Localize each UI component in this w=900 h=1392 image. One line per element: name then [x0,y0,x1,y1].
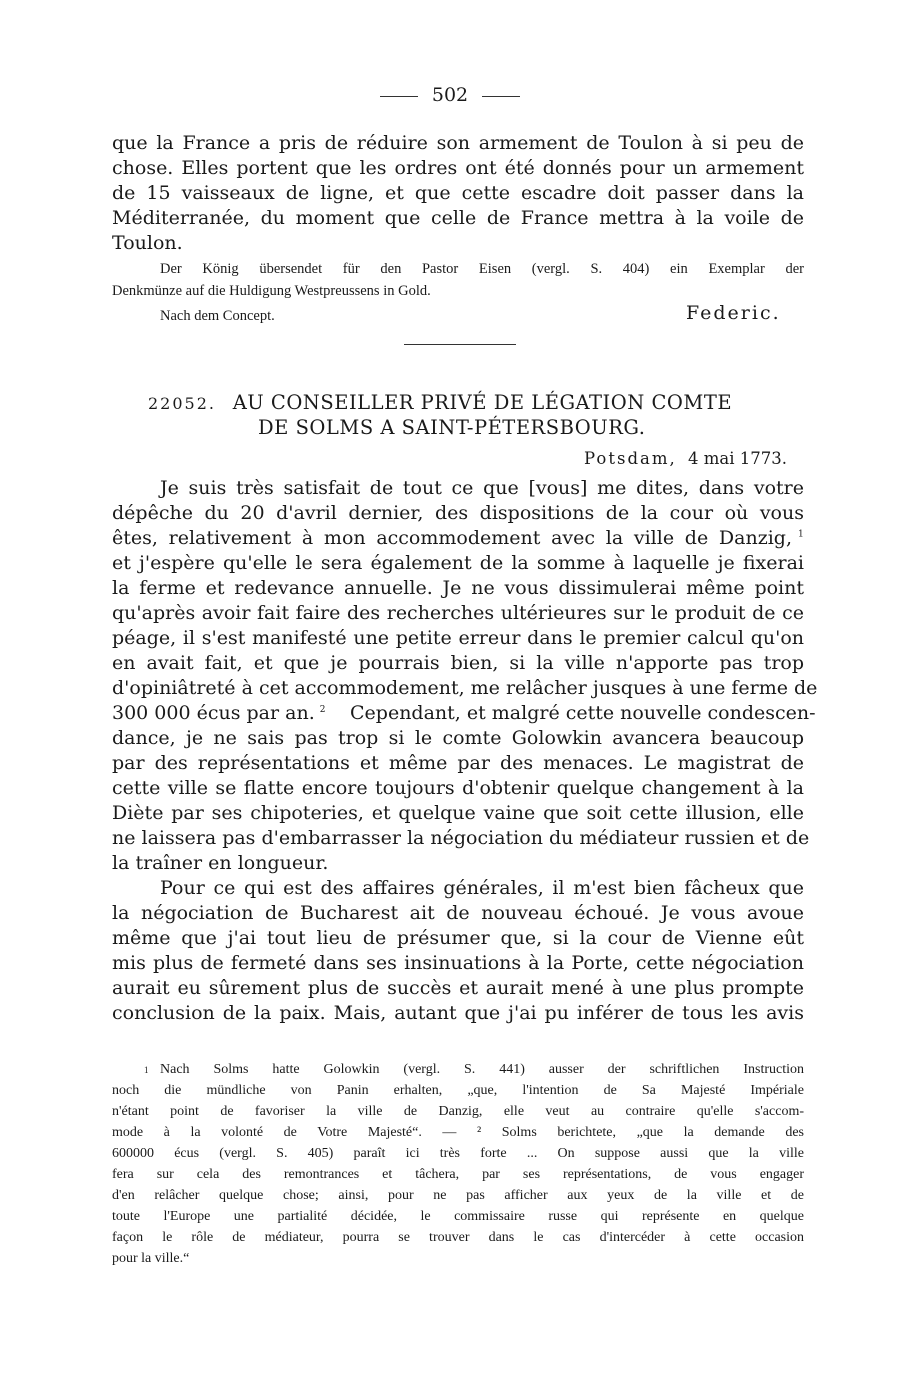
body-line: d'opiniâtreté à cet accommodement, me relâcher jusques à une ferme de [112,677,818,699]
body-line-continuation: Cependant, et malgré cette nouvelle condescen- [350,702,816,724]
dateline-place: Potsdam, [584,449,677,468]
body-line: Je suis très satisfait de tout ce que [vous] me dites, dans votre [160,477,804,499]
footnote-mark: 1 [798,529,804,540]
footnote-line: fera sur cela des remontrances et tâchera, par ses représentations, de vous engager [112,1167,804,1182]
text-line: que la France a pris de réduire son armement de Toulon à si peu de [112,132,804,154]
body-line: péage, il s'est manifesté une petite erreur dans le premier calcul qu'on [112,627,804,649]
letter-heading-line1 [148,391,808,414]
dateline [584,449,787,468]
body-line: Diète par ses chipoteries, et quelque vaine que soit cette illusion, elle [112,802,804,824]
letter-heading-line2: DE SOLMS A SAINT-PÉTERSBOURG. [258,416,646,439]
letter-heading-text: AU CONSEILLER PRIVÉ DE LÉGATION COMTE [232,391,733,414]
footnote-text: Nach Solms hatte Golowkin (vergl. S. 441) ausser der schriftlichen Instruction [160,1062,804,1077]
body-line: en avait fait, et que je pourrais bien, si la ville n'apporte pas trop [112,652,804,674]
editorial-note-line: Der König übersendet für den Pastor Eisen (vergl. S. 404) ein Exemplar der [160,261,804,277]
body-line: dance, je ne sais pas trop si le comte Golowkin avancera beaucoup [112,727,804,749]
page-number-rule-left [380,96,418,97]
body-line-text: êtes, relativement à mon accommodement avec la ville de Danzig, [112,527,792,549]
body-line-with-footnote [112,701,325,726]
source-note: Nach dem Concept. [160,308,275,324]
page-number-row [0,84,900,106]
footnote-line: toute l'Europe une partialité décidée, le commissaire russe qui représente en quelque [112,1209,804,1224]
text-line: chose. Elles portent que les ordres ont été donnés pour un armement [112,157,804,179]
body-line: ne laissera pas d'embarrasser la négociation du médiateur russien et de [112,827,810,849]
body-line: même que j'ai tout lieu de présumer que, si la cour de Vienne eût [112,927,804,949]
body-line: Pour ce qui est des affaires générales, il m'est bien fâcheux que [160,877,804,899]
page-number: 502 [431,84,469,106]
footnote-line: d'en relâcher quelque chose; ainsi, pour ne pas afficher aux yeux de la ville et de [112,1188,804,1203]
body-line: qu'après avoir fait faire des recherches ultérieures sur le produit de ce [112,602,804,624]
text-line: de 15 vaisseaux de ligne, et que cette escadre doit passer dans la [112,182,804,204]
body-line: la traîner en longueur. [112,852,329,874]
body-line [112,526,792,551]
body-line: la ferme et redevance annuelle. Je ne vous dissimulerai même point [112,577,804,599]
body-line: conclusion de la paix. Mais, autant que j'ai pu inférer de tous les avis [112,1002,804,1024]
section-separator [404,344,516,345]
footnote-line: façon le rôle de médiateur, pourra se trouver dans le cas d'intercéder à cette occasion [112,1230,804,1245]
body-line: aurait eu sûrement plus de succès et aurait mené à une plus prompte [112,977,804,999]
footnote-line [144,1060,804,1081]
body-line: et j'espère qu'elle le sera également de la somme à laquelle je fixerai [112,552,804,574]
body-line: la négociation de Bucharest ait de nouveau échoué. Je vous avoue [112,902,804,924]
footnote-line: mode à la volonté de Votre Majesté“. — ² Solms berichtete, „que la demande des [112,1125,804,1140]
page-number-rule-right [482,96,520,97]
letter-number: 22052. [148,394,216,413]
text-line: Toulon. [112,232,183,254]
dateline-date: 4 mai 1773. [688,449,787,468]
footnote-line: 600000 écus (vergl. S. 405) paraît ici très forte ... On suppose aussi que la ville [112,1146,804,1161]
footnote-line: n'étant point de favoriser la ville de Danzig, elle veut au contraire qu'elle s'accom- [112,1104,804,1119]
body-line: dépêche du 20 d'avril dernier, des dispositions de la cour où vous [112,502,804,524]
footnote-line: noch die mündliche von Panin erhalten, „que, l'intention de Sa Majesté Impériale [112,1083,804,1098]
footnote-line: pour la ville.“ [112,1251,190,1266]
footnote-ref-1 [798,528,804,547]
body-line-text: 300 000 écus par an. [112,702,315,724]
text-line: Méditerranée, du moment que celle de France mettra à la voile de [112,207,804,229]
body-line: cette ville se flatte encore toujours d'obtenir quelque changement à la [112,777,804,799]
body-line: mis plus de fermeté dans ses insinuations à la Porte, cette négociation [112,952,804,974]
signature: Federic. [686,302,781,324]
body-line: par des représentations et même par des menaces. Le magistrat de [112,752,804,774]
editorial-note-line: Denkmünze auf die Huldigung Westpreussens in Gold. [112,283,431,299]
footnote-mark: 2 [319,704,326,715]
footnote-mark: 1 [144,1065,149,1075]
